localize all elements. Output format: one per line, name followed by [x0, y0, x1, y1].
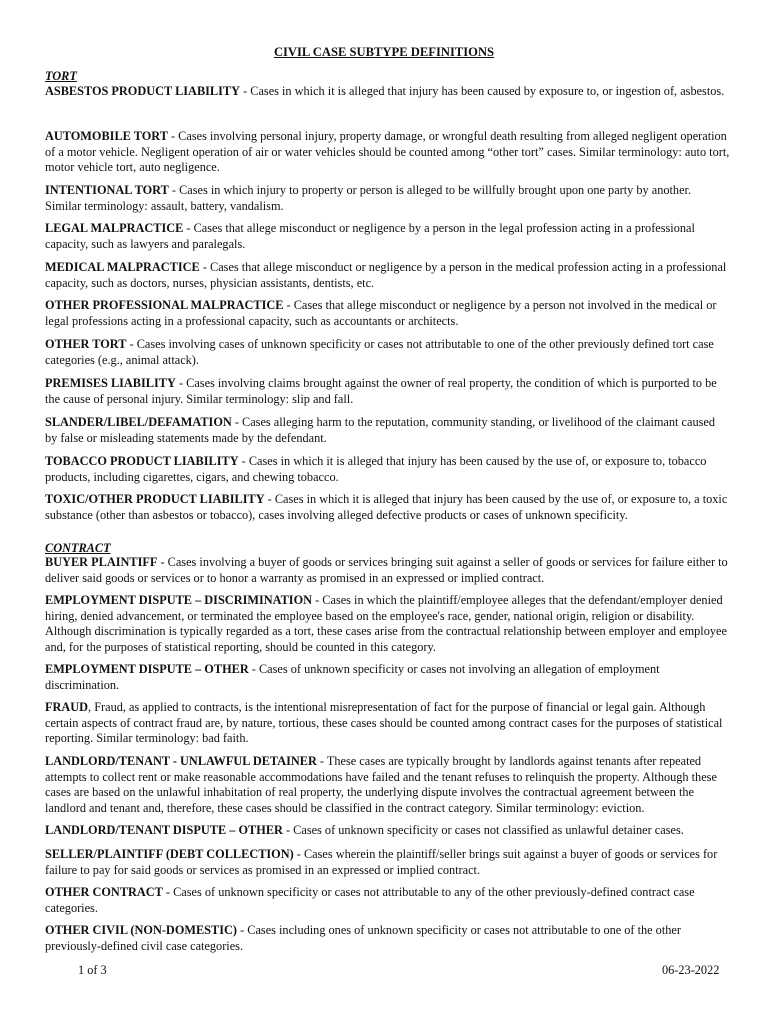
definition-term: LANDLORD/TENANT - UNLAWFUL DETAINER — [45, 754, 317, 768]
definition-text: Cases involving personal injury, property damage, or wrongful death resulting from alleged negligent operation of a motor vehicle. Negligent operation of air or water vehicles should be counted among “other tort” cases. Similar terminology: auto tort, motor vehicle tort, auto negligence. — [45, 129, 730, 175]
definition-term: INTENTIONAL TORT — [45, 183, 169, 197]
definition-entry: EMPLOYMENT DISPUTE – OTHER - Cases of unknown specificity or cases not involving an allegation of employment discrimination. — [45, 662, 660, 692]
definition-text: Cases that allege misconduct or negligence by a person in the medical profession acting in a professional capacity, such as doctors, nurses, physician assistants, dentists, etc. — [45, 260, 727, 290]
definition-entry: OTHER CIVIL (NON-DOMESTIC) - Cases including ones of unknown specificity or cases not attributable to one of the other previously-defined civil case categories. — [45, 923, 681, 953]
section-heading-tort: TORT — [45, 69, 77, 83]
definition-text: Cases in which it is alleged that injury has been caused by the use of, or exposure to, a toxic substance (other than asbestos or tobacco), cases involving alleged defective products or cases of unknown specificity. — [45, 492, 728, 522]
definition-entry: AUTOMOBILE TORT - Cases involving personal injury, property damage, or wrongful death resulting from alleged negligent operation of a motor vehicle. Negligent operation of air or water vehicles should be counted among “other tort” cases. Similar terminology: auto tort, motor vehicle tort, auto negligence. — [45, 129, 730, 175]
definition-entry: SELLER/PLAINTIFF (DEBT COLLECTION) - Cases wherein the plaintiff/seller brings suit against a buyer of goods or services for failure to pay for said goods or services as promised in an expressed or implied contract. — [45, 847, 718, 877]
definition-entry: PREMISES LIABILITY - Cases involving claims brought against the owner of real property, the condition of which is purported to be the cause of personal injury. Similar terminology: slip and fall. — [45, 376, 717, 406]
definition-term: BUYER PLAINTIFF — [45, 555, 158, 569]
definition-term: OTHER CONTRACT — [45, 885, 163, 899]
definition-text: Cases in which the plaintiff/employee alleges that the defendant/employer denied hiring, denied advancement, or terminated the employee based on the employee's race, gender, national origin, religion or disability. Although discrimination is typically regarded as a tort, these cases arise from the contractual relationship between employer and employee and, for the purposes of statistical reporting, should be counted in this category. — [45, 593, 727, 654]
definition-term: LANDLORD/TENANT DISPUTE – OTHER — [45, 823, 283, 837]
section-heading-contract: CONTRACT — [45, 541, 111, 555]
definition-term: MEDICAL MALPRACTICE — [45, 260, 200, 274]
definition-term: TOBACCO PRODUCT LIABILITY — [45, 454, 239, 468]
definition-entry: LEGAL MALPRACTICE - Cases that allege misconduct or negligence by a person in the legal profession acting in a professional capacity, such as lawyers and paralegals. — [45, 221, 695, 251]
definition-entry: LANDLORD/TENANT - UNLAWFUL DETAINER - These cases are typically brought by landlords against tenants after repeated attempts to collect rent or make reasonable accommodations have failed and the tenant refuses to relinquish the property. Although these cases are based on the unlawful inhabitation of real property, the underlying dispute involves the contractual agreement between the landlord and tenant and, therefore, these cases should be classified in the contract category. Similar terminology: eviction. — [45, 754, 717, 815]
definition-entry: OTHER CONTRACT - Cases of unknown specificity or cases not attributable to any of the other previously-defined contract case categories. — [45, 885, 695, 915]
definition-term: PREMISES LIABILITY — [45, 376, 176, 390]
definition-text: Cases of unknown specificity or cases not involving an allegation of employment discrimination. — [45, 662, 660, 692]
definition-entry: SLANDER/LIBEL/DEFAMATION - Cases alleging harm to the reputation, community standing, or livelihood of the claimant caused by false or misleading statements made by the defendant. — [45, 415, 715, 445]
definition-text: Cases in which it is alleged that injury has been caused by exposure to, or ingestion of, asbestos. — [250, 84, 725, 98]
definition-entry: OTHER TORT - Cases involving cases of unknown specificity or cases not attributable to one of the other previously defined tort case categories (e.g., animal attack). — [45, 337, 714, 367]
definition-text: Cases involving a buyer of goods or services bringing suit against a seller of goods or services for failure either to deliver said goods or services or to honor a warranty as promised in an expressed or implied contract. — [45, 555, 728, 585]
definition-term: FRAUD — [45, 700, 89, 714]
definition-term: TOXIC/OTHER PRODUCT LIABILITY — [45, 492, 265, 506]
definition-term: OTHER CIVIL (NON-DOMESTIC) — [45, 923, 237, 937]
page-title: CIVIL CASE SUBTYPE DEFINITIONS — [273, 45, 495, 59]
definition-term: AUTOMOBILE TORT — [45, 129, 168, 143]
definition-entry: TOXIC/OTHER PRODUCT LIABILITY - Cases in which it is alleged that injury has been caused by the use of, or exposure to, a toxic substance (other than asbestos or tobacco), cases involving alleged defective products or cases of unknown specificity. — [45, 492, 728, 522]
definition-text: Cases of unknown specificity or cases not attributable to any of the other previously-defined contract case categories. — [45, 885, 695, 915]
definition-entry: ASBESTOS PRODUCT LIABILITY - Cases in which it is alleged that injury has been caused by exposure to, or ingestion of, asbestos. — [45, 84, 725, 98]
definition-entry: EMPLOYMENT DISPUTE – DISCRIMINATION - Cases in which the plaintiff/employee alleges that the defendant/employer denied hiring, denied advancement, or terminated the employee based on the employee's race, gender, national origin, religion or disability. Although discrimination is typically regarded as a tort, these cases arise from the contractual relationship between employer and employee and, for the purposes of statistical reporting, should be counted in this category. — [45, 593, 727, 654]
definition-text: Cases of unknown specificity or cases not classified as unlawful detainer cases. — [293, 823, 684, 837]
definition-text: Fraud, as applied to contracts, is the intentional misrepresentation of fact for the purpose of financial or legal gain. Although certain aspects of contract fraud are, by nature, tortious, these cases should be counted among contract cases for the purposes of statistical reporting. Similar terminology: bad faith. — [45, 700, 723, 746]
definition-text: Cases in which it is alleged that injury has been caused by the use of, or exposure to, tobacco products, including cigarettes, cigars, and chewing tobacco. — [45, 454, 707, 484]
definition-entry: MEDICAL MALPRACTICE - Cases that allege misconduct or negligence by a person in the medical profession acting in a professional capacity, such as doctors, nurses, physician assistants, dentists, etc. — [45, 260, 727, 290]
definition-entry: BUYER PLAINTIFF - Cases involving a buyer of goods or services bringing suit against a seller of goods or services for failure either to deliver said goods or services or to honor a warranty as promised in an expressed or implied contract. — [45, 555, 728, 585]
definition-term: EMPLOYMENT DISPUTE – OTHER — [45, 662, 249, 676]
definition-text: Cases wherein the plaintiff/seller brings suit against a buyer of goods or services for failure to pay for said goods or services as promised in an expressed or implied contract. — [45, 847, 718, 877]
definition-text: These cases are typically brought by landlords against tenants after repeated attempts to collect rent or make reasonable accommodations have failed and the tenant refuses to relinquish the property. Although these cases are based on the unlawful inhabitation of real property, the underlying dispute involves the contractual agreement between the landlord and tenant and, therefore, these cases should be classified in the contract category. Similar terminology: eviction. — [45, 754, 717, 815]
definition-text: Cases that allege misconduct or negligence by a person in the legal profession acting in a professional capacity, such as lawyers and paralegals. — [45, 221, 695, 251]
definition-term: OTHER PROFESSIONAL MALPRACTICE — [45, 298, 284, 312]
definition-term: SELLER/PLAINTIFF (DEBT COLLECTION) — [45, 847, 294, 861]
page-number: 1 of 3 — [78, 963, 107, 977]
document-date: 06-23-2022 — [662, 963, 720, 977]
definition-entry: INTENTIONAL TORT - Cases in which injury to property or person is alleged to be willfully brought upon one party by another. Similar terminology: assault, battery, vandalism. — [45, 183, 692, 213]
definition-text: Cases that allege misconduct or negligence by a person not involved in the medical or legal professions acting in a professional capacity, such as accountants or architects. — [45, 298, 717, 328]
definition-text: Cases alleging harm to the reputation, community standing, or livelihood of the claimant caused by false or misleading statements made by the defendant. — [45, 415, 715, 445]
definition-term: SLANDER/LIBEL/DEFAMATION — [45, 415, 232, 429]
definition-text: Cases including ones of unknown specificity or cases not attributable to one of the other previously-defined civil case categories. — [45, 923, 681, 953]
definition-text: Cases involving cases of unknown specificity or cases not attributable to one of the other previously defined tort case categories (e.g., animal attack). — [45, 337, 714, 367]
definition-text: Cases involving claims brought against the owner of real property, the condition of which is purported to be the cause of personal injury. Similar terminology: slip and fall. — [45, 376, 717, 406]
definition-term: OTHER TORT — [45, 337, 127, 351]
definition-text: Cases in which injury to property or person is alleged to be willfully brought upon one party by another. Similar terminology: assault, battery, vandalism. — [45, 183, 692, 213]
definition-entry: LANDLORD/TENANT DISPUTE – OTHER - Cases of unknown specificity or cases not classified as unlawful detainer cases. — [45, 823, 684, 837]
definition-entry: OTHER PROFESSIONAL MALPRACTICE - Cases that allege misconduct or negligence by a person not involved in the medical or legal professions acting in a professional capacity, such as accountants or architects. — [45, 298, 717, 328]
definition-term: LEGAL MALPRACTICE — [45, 221, 184, 235]
definition-entry: TOBACCO PRODUCT LIABILITY - Cases in which it is alleged that injury has been caused by the use of, or exposure to, tobacco products, including cigarettes, cigars, and chewing tobacco. — [45, 454, 707, 484]
definition-term: ASBESTOS PRODUCT LIABILITY — [45, 84, 240, 98]
definition-entry: FRAUD, Fraud, as applied to contracts, is the intentional misrepresentation of fact for the purpose of financial or legal gain. Although certain aspects of contract fraud are, by nature, tortious, these cases should be counted among contract cases for the purposes of statistical reporting. Similar terminology: bad faith. — [45, 700, 723, 746]
definition-term: EMPLOYMENT DISPUTE – DISCRIMINATION — [45, 593, 313, 607]
